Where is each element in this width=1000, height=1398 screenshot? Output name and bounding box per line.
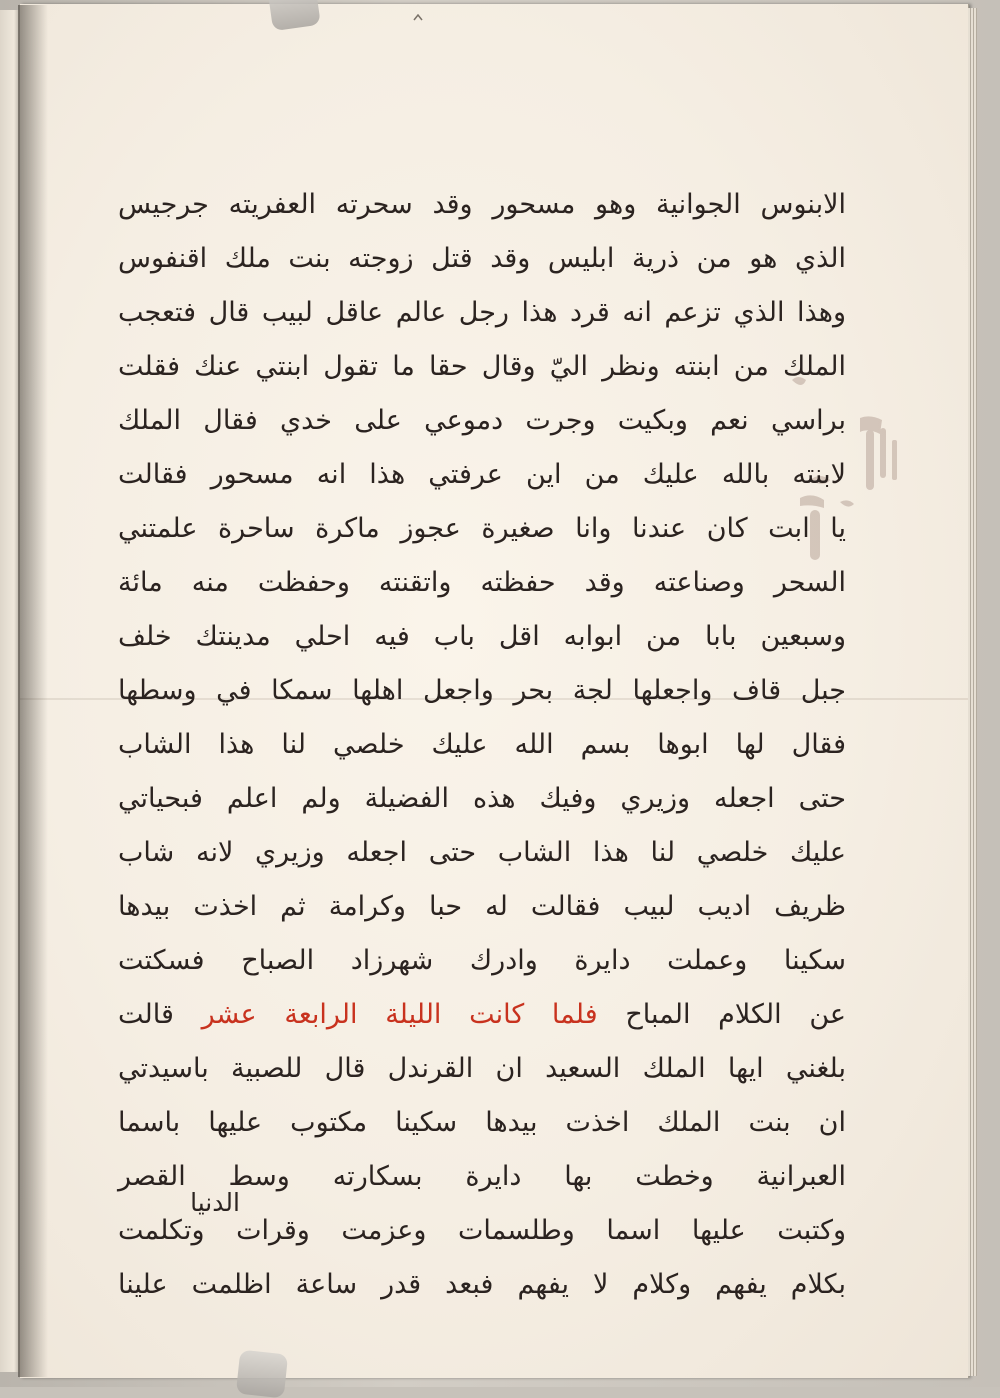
text-line-7: يا ابت كان عندنا وانا صغيرة عجوز ماكرة ساحرة علمتني: [118, 513, 846, 544]
text-line-1: الابنوس الجوانية وهو مسحور وقد سحرته العفريته جرجيس: [118, 189, 846, 220]
text-line-8: السحر وصناعته وقد حفظته واتقنته وحفظت منه مائة: [118, 567, 846, 598]
text-line-15: سكينا وعملت دايرة وادرك شهرزاد الصباح فسكتت: [118, 945, 846, 976]
rubric-heading: فلما كانت الليلة الرابعة عشر: [201, 999, 598, 1030]
text-line-2: الذي هو من ذرية ابليس وقد قتل زوجته بنت ملك اقنفوس: [118, 243, 846, 274]
text-line-16-end: قالت: [118, 999, 174, 1030]
text-line-16-start: عن الكلام المباح: [625, 999, 846, 1030]
text-line-9: وسبعين بابا من ابوابه اقل باب فيه احلي مدينتك خلف: [118, 621, 846, 652]
text-line-4: الملك من ابنته ونظر اليّ وقال حقا ما تقول ابنتي عنك فقلت: [118, 351, 846, 382]
text-line-12: حتى اجعله وزيري وفيك هذه الفضيلة ولم اعلم فبحياتي: [118, 783, 846, 814]
text-line-19: العبرانية وخطت بها دايرة بسكارته وسط القصر: [118, 1161, 846, 1192]
pencil-mark: [413, 14, 423, 22]
page-edge-stack: [968, 8, 977, 1376]
page-clip-bottom: [236, 1350, 288, 1398]
text-line-20: وكتبت عليها اسما وطلسمات وعزمت وقرات وتكلمت: [118, 1215, 846, 1246]
catchword: الدنيا: [190, 1188, 240, 1217]
text-line-21: بكلام يفهم وكلام لا يفهم فبعد قدر ساعة اظلمت علينا: [118, 1269, 846, 1300]
text-line-16: [118, 988, 846, 1042]
manuscript-text-block: [118, 178, 846, 1312]
text-line-10: جبل قاف واجعلها لجة بحر واجعل اهلها سمكا في وسطها: [118, 675, 846, 706]
text-line-3: وهذا الذي تزعم انه قرد هذا رجل عالم عاقل لبيب قال فتعجب: [118, 297, 846, 328]
text-line-17: بلغني ايها الملك السعيد ان القرندل قال للصبية باسيدتي: [118, 1053, 846, 1084]
text-line-14: ظريف اديب لبيب فقالت له حبا وكرامة ثم اخذت بيدها: [118, 891, 846, 922]
text-line-11: فقال لها ابوها بسم الله عليك خلصي لنا هذا الشاب: [118, 729, 846, 760]
text-line-5: براسي نعم وبكيت وجرت دموعي على خدي فقال الملك: [118, 405, 846, 436]
binding-gutter-shadow: [18, 5, 48, 1377]
text-line-6: لابنته بالله عليك من اين عرفتي هذا انه مسحور فقالت: [118, 459, 846, 490]
text-line-13: عليك خلصي لنا هذا الشاب حتى اجعله وزيري لانه شاب: [118, 837, 846, 868]
text-line-18: ان بنت الملك اخذت بيدها سكينا مكتوب عليها باسما: [118, 1107, 846, 1138]
